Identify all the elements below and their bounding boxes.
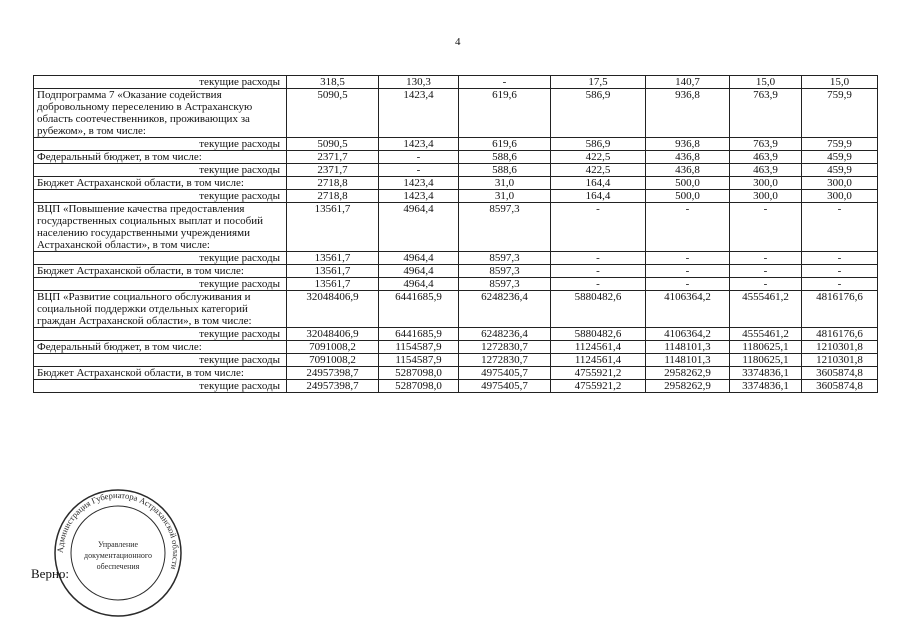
value-cell: 31,0 bbox=[459, 177, 551, 190]
value-cell: 300,0 bbox=[730, 190, 802, 203]
value-cell: 6248236,4 bbox=[459, 328, 551, 341]
value-cell: - bbox=[802, 203, 878, 252]
value-cell: 8597,3 bbox=[459, 203, 551, 252]
row-label: ВЦП «Повышение качества предоставления государственных социальных выплат и пособий населению государственными учреждениями Астраханской области», в том числе: bbox=[34, 203, 287, 252]
value-cell: 7091008,2 bbox=[287, 354, 379, 367]
value-cell: 300,0 bbox=[730, 177, 802, 190]
value-cell: - bbox=[802, 265, 878, 278]
value-cell: 588,6 bbox=[459, 151, 551, 164]
value-cell: - bbox=[459, 76, 551, 89]
value-cell: 1272830,7 bbox=[459, 341, 551, 354]
row-label: Федеральный бюджет, в том числе: bbox=[34, 341, 287, 354]
value-cell: 31,0 bbox=[459, 190, 551, 203]
value-cell: 4555461,2 bbox=[730, 291, 802, 328]
value-cell: - bbox=[551, 265, 646, 278]
value-cell: 759,9 bbox=[802, 89, 878, 138]
row-label: Бюджет Астраханской области, в том числе: bbox=[34, 177, 287, 190]
value-cell: 13561,7 bbox=[287, 278, 379, 291]
value-cell: 1180625,1 bbox=[730, 341, 802, 354]
value-cell: 32048406,9 bbox=[287, 328, 379, 341]
value-cell: 1423,4 bbox=[379, 177, 459, 190]
value-cell: 5090,5 bbox=[287, 138, 379, 151]
value-cell: 4555461,2 bbox=[730, 328, 802, 341]
value-cell: 2718,8 bbox=[287, 190, 379, 203]
table-row bbox=[34, 89, 878, 138]
value-cell: 1124561,4 bbox=[551, 341, 646, 354]
value-cell: 4106364,2 bbox=[646, 291, 730, 328]
value-cell: - bbox=[802, 252, 878, 265]
value-cell: - bbox=[551, 278, 646, 291]
value-cell: 1272830,7 bbox=[459, 354, 551, 367]
table-row bbox=[34, 291, 878, 328]
row-label: текущие расходы bbox=[34, 278, 287, 291]
value-cell: 13561,7 bbox=[287, 203, 379, 252]
value-cell: - bbox=[379, 151, 459, 164]
value-cell: 6441685,9 bbox=[379, 328, 459, 341]
value-cell: 586,9 bbox=[551, 89, 646, 138]
value-cell: 1154587,9 bbox=[379, 341, 459, 354]
value-cell: 4975405,7 bbox=[459, 367, 551, 380]
value-cell: 1148101,3 bbox=[646, 354, 730, 367]
table-row bbox=[34, 190, 878, 203]
stamp-center-line-3: обеспечения bbox=[96, 562, 140, 571]
value-cell: 3374836,1 bbox=[730, 380, 802, 393]
value-cell: 6248236,4 bbox=[459, 291, 551, 328]
value-cell: 3605874,8 bbox=[802, 367, 878, 380]
value-cell: 4755921,2 bbox=[551, 380, 646, 393]
value-cell: - bbox=[551, 203, 646, 252]
row-label: текущие расходы bbox=[34, 252, 287, 265]
row-label: текущие расходы bbox=[34, 328, 287, 341]
value-cell: 130,3 bbox=[379, 76, 459, 89]
value-cell: 300,0 bbox=[802, 190, 878, 203]
value-cell: 17,5 bbox=[551, 76, 646, 89]
table-row bbox=[34, 177, 878, 190]
value-cell: 8597,3 bbox=[459, 265, 551, 278]
value-cell: 459,9 bbox=[802, 164, 878, 177]
table-row bbox=[34, 354, 878, 367]
value-cell: 1154587,9 bbox=[379, 354, 459, 367]
value-cell: 500,0 bbox=[646, 177, 730, 190]
value-cell: 936,8 bbox=[646, 89, 730, 138]
table-body bbox=[34, 76, 878, 393]
value-cell: 8597,3 bbox=[459, 278, 551, 291]
value-cell: 463,9 bbox=[730, 151, 802, 164]
value-cell: 763,9 bbox=[730, 89, 802, 138]
value-cell: - bbox=[646, 252, 730, 265]
value-cell: 5880482,6 bbox=[551, 328, 646, 341]
value-cell: 4964,4 bbox=[379, 265, 459, 278]
certified-label: Верно: bbox=[31, 566, 70, 581]
value-cell: 619,6 bbox=[459, 89, 551, 138]
value-cell: 140,7 bbox=[646, 76, 730, 89]
row-label: Бюджет Астраханской области, в том числе: bbox=[34, 265, 287, 278]
table-row bbox=[34, 278, 878, 291]
value-cell: 1423,4 bbox=[379, 138, 459, 151]
value-cell: - bbox=[646, 265, 730, 278]
table-row bbox=[34, 341, 878, 354]
value-cell: - bbox=[646, 203, 730, 252]
value-cell: 13561,7 bbox=[287, 252, 379, 265]
value-cell: 4106364,2 bbox=[646, 328, 730, 341]
value-cell: 1124561,4 bbox=[551, 354, 646, 367]
table-row bbox=[34, 151, 878, 164]
value-cell: 4975405,7 bbox=[459, 380, 551, 393]
value-cell: 24957398,7 bbox=[287, 380, 379, 393]
value-cell: 459,9 bbox=[802, 151, 878, 164]
row-label: Бюджет Астраханской области, в том числе: bbox=[34, 367, 287, 380]
value-cell: 24957398,7 bbox=[287, 367, 379, 380]
stamp-center-line-1: Управление bbox=[97, 540, 139, 549]
value-cell: 3605874,8 bbox=[802, 380, 878, 393]
stamp bbox=[52, 487, 184, 619]
value-cell: 300,0 bbox=[802, 177, 878, 190]
value-cell: 4964,4 bbox=[379, 203, 459, 252]
value-cell: - bbox=[730, 252, 802, 265]
value-cell: 5090,5 bbox=[287, 89, 379, 138]
row-label: текущие расходы bbox=[34, 138, 287, 151]
value-cell: 936,8 bbox=[646, 138, 730, 151]
row-label: Федеральный бюджет, в том числе: bbox=[34, 151, 287, 164]
value-cell: 8597,3 bbox=[459, 252, 551, 265]
value-cell: 15,0 bbox=[802, 76, 878, 89]
table-row bbox=[34, 203, 878, 252]
value-cell: 2371,7 bbox=[287, 164, 379, 177]
value-cell: 4964,4 bbox=[379, 252, 459, 265]
value-cell: 619,6 bbox=[459, 138, 551, 151]
stamp-center-line-2: документационного bbox=[84, 551, 152, 560]
value-cell: 5287098,0 bbox=[379, 367, 459, 380]
value-cell: 1180625,1 bbox=[730, 354, 802, 367]
row-label: текущие расходы bbox=[34, 164, 287, 177]
value-cell: - bbox=[730, 203, 802, 252]
budget-table bbox=[33, 75, 878, 393]
value-cell: 586,9 bbox=[551, 138, 646, 151]
row-label: Подпрограмма 7 «Оказание содействия добровольному переселению в Астраханскую область соотечественников, проживающих за рубежом», в том числе: bbox=[34, 89, 287, 138]
value-cell: 763,9 bbox=[730, 138, 802, 151]
value-cell: 15,0 bbox=[730, 76, 802, 89]
value-cell: 422,5 bbox=[551, 164, 646, 177]
value-cell: 1423,4 bbox=[379, 190, 459, 203]
value-cell: 1423,4 bbox=[379, 89, 459, 138]
table-row bbox=[34, 138, 878, 151]
value-cell: 5880482,6 bbox=[551, 291, 646, 328]
table-row bbox=[34, 265, 878, 278]
value-cell: 759,9 bbox=[802, 138, 878, 151]
value-cell: 32048406,9 bbox=[287, 291, 379, 328]
value-cell: 7091008,2 bbox=[287, 341, 379, 354]
value-cell: 1148101,3 bbox=[646, 341, 730, 354]
value-cell: 164,4 bbox=[551, 177, 646, 190]
value-cell: 500,0 bbox=[646, 190, 730, 203]
table-row bbox=[34, 367, 878, 380]
value-cell: 1210301,8 bbox=[802, 341, 878, 354]
value-cell: - bbox=[730, 278, 802, 291]
value-cell: 13561,7 bbox=[287, 265, 379, 278]
table-row bbox=[34, 328, 878, 341]
value-cell: 2958262,9 bbox=[646, 380, 730, 393]
value-cell: 6441685,9 bbox=[379, 291, 459, 328]
value-cell: 318,5 bbox=[287, 76, 379, 89]
stamp-ring-text: Администрация Губернатора Астраханской области bbox=[54, 489, 182, 571]
value-cell: 164,4 bbox=[551, 190, 646, 203]
value-cell: 588,6 bbox=[459, 164, 551, 177]
value-cell: 3374836,1 bbox=[730, 367, 802, 380]
value-cell: 2371,7 bbox=[287, 151, 379, 164]
value-cell: - bbox=[802, 278, 878, 291]
value-cell: 4816176,6 bbox=[802, 328, 878, 341]
value-cell: 4755921,2 bbox=[551, 367, 646, 380]
table-row bbox=[34, 380, 878, 393]
value-cell: 436,8 bbox=[646, 164, 730, 177]
value-cell: 2958262,9 bbox=[646, 367, 730, 380]
table-row bbox=[34, 164, 878, 177]
value-cell: - bbox=[646, 278, 730, 291]
row-label: ВЦП «Развитие социального обслуживания и социальной поддержки отдельных категорий граждан Астраханской области», в том числе: bbox=[34, 291, 287, 328]
value-cell: - bbox=[730, 265, 802, 278]
value-cell: 4964,4 bbox=[379, 278, 459, 291]
value-cell: 422,5 bbox=[551, 151, 646, 164]
value-cell: 436,8 bbox=[646, 151, 730, 164]
value-cell: 4816176,6 bbox=[802, 291, 878, 328]
row-label: текущие расходы bbox=[34, 354, 287, 367]
table-row bbox=[34, 252, 878, 265]
value-cell: 1210301,8 bbox=[802, 354, 878, 367]
row-label: текущие расходы bbox=[34, 380, 287, 393]
value-cell: 463,9 bbox=[730, 164, 802, 177]
row-label: текущие расходы bbox=[34, 190, 287, 203]
value-cell: - bbox=[379, 164, 459, 177]
row-label: текущие расходы bbox=[34, 76, 287, 89]
page-number: 4 bbox=[455, 36, 461, 48]
value-cell: 2718,8 bbox=[287, 177, 379, 190]
table-row bbox=[34, 76, 878, 89]
value-cell: - bbox=[551, 252, 646, 265]
value-cell: 5287098,0 bbox=[379, 380, 459, 393]
